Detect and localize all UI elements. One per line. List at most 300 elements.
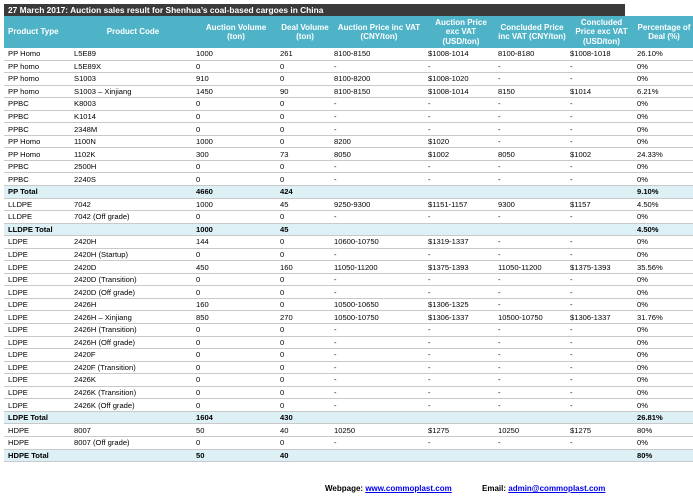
cell-deal-volume: 0: [278, 436, 332, 449]
cell-product-type: HDPE: [4, 436, 64, 449]
cell-concluded-price-cny: -: [496, 110, 568, 123]
cell-deal-volume: 73: [278, 148, 332, 161]
email-label: Email:: [482, 484, 507, 493]
cell-auction-price-cny: -: [332, 349, 426, 362]
col-header-concluded-price-cny: Concluded Price inc VAT (CNY/ton): [496, 16, 568, 48]
cell-deal-volume: 0: [278, 298, 332, 311]
cell-deal-volume: 0: [278, 173, 332, 186]
cell-auction-volume: 0: [194, 160, 278, 173]
cell-product-type: LLDPE: [4, 198, 64, 211]
cell-concluded-price-cny: -: [496, 349, 568, 362]
table-total-row: [4, 186, 693, 199]
cell-concluded-price-usd: -: [568, 248, 635, 261]
cell-product-code: 1102K: [64, 148, 194, 161]
cell-auction-volume: 0: [194, 60, 278, 73]
cell-auction-price-usd: -: [426, 286, 496, 299]
cell-product-code: S1003: [64, 73, 194, 86]
cell-auction-price-cny: [332, 411, 426, 424]
cell-product-code: [64, 223, 194, 236]
cell-auction-volume: 0: [194, 286, 278, 299]
cell-product-type: PP homo: [4, 60, 64, 73]
cell-concluded-price-cny: -: [496, 98, 568, 111]
cell-concluded-price-cny: -: [496, 273, 568, 286]
cell-auction-price-cny: -: [332, 60, 426, 73]
col-header-auction-price-cny: Auction Price inc VAT (CNY/ton): [332, 16, 426, 48]
cell-concluded-price-usd: -: [568, 386, 635, 399]
cell-concluded-price-usd: -: [568, 374, 635, 387]
cell-auction-price-usd: -: [426, 173, 496, 186]
cell-concluded-price-usd: [568, 186, 635, 199]
cell-auction-price-cny: 9250-9300: [332, 198, 426, 211]
cell-deal-volume: 0: [278, 386, 332, 399]
cell-auction-volume: 0: [194, 336, 278, 349]
cell-deal-volume: 0: [278, 248, 332, 261]
cell-auction-price-usd: $1275: [426, 424, 496, 437]
cell-auction-volume: 1000: [194, 198, 278, 211]
cell-concluded-price-usd: -: [568, 98, 635, 111]
cell-deal-volume: 424: [278, 186, 332, 199]
auction-report: [4, 4, 691, 462]
cell-deal-volume: 0: [278, 211, 332, 224]
cell-auction-price-cny: -: [332, 436, 426, 449]
cell-auction-price-usd: -: [426, 361, 496, 374]
table-row: [4, 436, 693, 449]
cell-product-type: PPBC: [4, 173, 64, 186]
cell-concluded-price-cny: [496, 411, 568, 424]
cell-auction-price-usd: -: [426, 110, 496, 123]
cell-auction-volume: 1450: [194, 85, 278, 98]
cell-product-code: 8007: [64, 424, 194, 437]
cell-product-type: PP homo: [4, 73, 64, 86]
cell-auction-price-usd: $1008-1014: [426, 48, 496, 60]
cell-auction-price-usd: -: [426, 324, 496, 337]
cell-product-code: 2426K (Transition): [64, 386, 194, 399]
cell-product-type: PP Total: [4, 186, 64, 199]
cell-deal-volume: 0: [278, 110, 332, 123]
cell-product-type: LDPE: [4, 399, 64, 412]
cell-auction-price-usd: -: [426, 273, 496, 286]
cell-deal-volume: 0: [278, 60, 332, 73]
cell-concluded-price-usd: -: [568, 273, 635, 286]
cell-product-type: PPBC: [4, 110, 64, 123]
cell-deal-volume: 0: [278, 399, 332, 412]
cell-percentage-of-deal: 0%: [635, 374, 693, 387]
cell-concluded-price-usd: -: [568, 361, 635, 374]
cell-percentage-of-deal: 0%: [635, 211, 693, 224]
cell-concluded-price-usd: -: [568, 324, 635, 337]
cell-concluded-price-cny: -: [496, 123, 568, 136]
cell-deal-volume: 0: [278, 324, 332, 337]
cell-product-type: LDPE: [4, 336, 64, 349]
cell-deal-volume: 430: [278, 411, 332, 424]
cell-deal-volume: 0: [278, 123, 332, 136]
table-row: [4, 48, 693, 60]
cell-auction-price-usd: $1319-1337: [426, 236, 496, 249]
cell-auction-price-cny: 8100-8150: [332, 85, 426, 98]
cell-percentage-of-deal: 0%: [635, 110, 693, 123]
cell-product-code: 2426H – Xinjiang: [64, 311, 194, 324]
cell-percentage-of-deal: 0%: [635, 361, 693, 374]
cell-concluded-price-cny: [496, 449, 568, 462]
cell-auction-volume: 0: [194, 110, 278, 123]
cell-percentage-of-deal: 4.50%: [635, 198, 693, 211]
cell-product-type: PPBC: [4, 98, 64, 111]
cell-percentage-of-deal: 0%: [635, 399, 693, 412]
cell-concluded-price-usd: $1306-1337: [568, 311, 635, 324]
cell-auction-price-usd: [426, 223, 496, 236]
table-row: [4, 160, 693, 173]
cell-concluded-price-cny: 10500-10750: [496, 311, 568, 324]
cell-auction-price-usd: -: [426, 60, 496, 73]
report-title: 27 March 2017: Auction sales result for Shenhua’s coal-based cargoes in China: [4, 4, 625, 16]
cell-auction-price-cny: -: [332, 160, 426, 173]
table-header-row: [4, 16, 693, 48]
cell-deal-volume: 0: [278, 273, 332, 286]
cell-auction-price-usd: -: [426, 349, 496, 362]
cell-deal-volume: 90: [278, 85, 332, 98]
cell-percentage-of-deal: 0%: [635, 160, 693, 173]
cell-auction-price-cny: -: [332, 173, 426, 186]
table-row: [4, 123, 693, 136]
cell-auction-volume: 50: [194, 424, 278, 437]
cell-concluded-price-usd: -: [568, 73, 635, 86]
cell-concluded-price-cny: -: [496, 436, 568, 449]
cell-auction-price-usd: $1008-1020: [426, 73, 496, 86]
cell-concluded-price-cny: -: [496, 73, 568, 86]
cell-percentage-of-deal: 0%: [635, 73, 693, 86]
cell-product-code: 8007 (Off grade): [64, 436, 194, 449]
table-row: [4, 85, 693, 98]
cell-product-type: LLDPE Total: [4, 223, 64, 236]
cell-concluded-price-cny: -: [496, 60, 568, 73]
cell-product-code: L5E89X: [64, 60, 194, 73]
cell-deal-volume: 270: [278, 311, 332, 324]
cell-concluded-price-cny: -: [496, 211, 568, 224]
cell-concluded-price-cny: -: [496, 374, 568, 387]
cell-product-code: 2420F (Transition): [64, 361, 194, 374]
col-header-product-code: Product Code: [64, 16, 194, 48]
cell-concluded-price-cny: -: [496, 298, 568, 311]
cell-auction-price-usd: $1008-1014: [426, 85, 496, 98]
table-row: [4, 198, 693, 211]
cell-concluded-price-cny: -: [496, 160, 568, 173]
cell-auction-volume: 4660: [194, 186, 278, 199]
cell-deal-volume: 0: [278, 73, 332, 86]
cell-auction-volume: 0: [194, 211, 278, 224]
cell-auction-price-cny: 10600-10750: [332, 236, 426, 249]
cell-percentage-of-deal: 9.10%: [635, 186, 693, 199]
table-row: [4, 135, 693, 148]
cell-auction-volume: 1000: [194, 135, 278, 148]
webpage-link[interactable]: www.commoplast.com: [365, 484, 452, 493]
cell-auction-price-cny: 8100-8200: [332, 73, 426, 86]
table-row: [4, 336, 693, 349]
cell-auction-price-cny: -: [332, 399, 426, 412]
cell-product-type: LDPE: [4, 361, 64, 374]
cell-concluded-price-cny: 8100-8180: [496, 48, 568, 60]
table-row: [4, 73, 693, 86]
cell-auction-price-cny: 10250: [332, 424, 426, 437]
cell-auction-volume: 0: [194, 386, 278, 399]
cell-product-code: 2420D (Transition): [64, 273, 194, 286]
cell-product-code: 2500H: [64, 160, 194, 173]
cell-percentage-of-deal: 0%: [635, 135, 693, 148]
cell-concluded-price-usd: -: [568, 436, 635, 449]
table-row: [4, 60, 693, 73]
cell-product-code: 2420F: [64, 349, 194, 362]
col-header-auction-price-usd: Auction Price exc VAT (USD/ton): [426, 16, 496, 48]
cell-concluded-price-usd: -: [568, 211, 635, 224]
cell-percentage-of-deal: 80%: [635, 424, 693, 437]
table-row: [4, 273, 693, 286]
cell-concluded-price-usd: -: [568, 110, 635, 123]
cell-auction-price-usd: -: [426, 160, 496, 173]
cell-deal-volume: 0: [278, 236, 332, 249]
cell-auction-volume: 0: [194, 361, 278, 374]
table-row: [4, 261, 693, 274]
table-row: [4, 386, 693, 399]
email-link[interactable]: admin@commoplast.com: [508, 484, 606, 493]
cell-auction-price-usd: $1306-1337: [426, 311, 496, 324]
cell-product-code: 2240S: [64, 173, 194, 186]
cell-auction-price-usd: [426, 449, 496, 462]
table-row: [4, 248, 693, 261]
cell-product-type: HDPE Total: [4, 449, 64, 462]
cell-concluded-price-usd: -: [568, 60, 635, 73]
cell-concluded-price-cny: -: [496, 399, 568, 412]
cell-product-type: LDPE: [4, 236, 64, 249]
cell-auction-price-usd: -: [426, 211, 496, 224]
cell-product-code: K8003: [64, 98, 194, 111]
table-row: [4, 311, 693, 324]
cell-product-type: PPBC: [4, 160, 64, 173]
cell-deal-volume: 0: [278, 374, 332, 387]
table-row: [4, 361, 693, 374]
table-row: [4, 374, 693, 387]
cell-concluded-price-usd: $1157: [568, 198, 635, 211]
cell-concluded-price-cny: [496, 223, 568, 236]
cell-concluded-price-usd: [568, 223, 635, 236]
cell-auction-price-cny: -: [332, 386, 426, 399]
cell-auction-price-usd: $1151-1157: [426, 198, 496, 211]
cell-auction-volume: 1000: [194, 48, 278, 60]
cell-product-type: PP Homo: [4, 48, 64, 60]
cell-product-type: LDPE: [4, 386, 64, 399]
cell-auction-price-cny: 11050-11200: [332, 261, 426, 274]
cell-auction-price-usd: [426, 186, 496, 199]
cell-deal-volume: 40: [278, 449, 332, 462]
cell-auction-volume: 0: [194, 349, 278, 362]
cell-auction-volume: 910: [194, 73, 278, 86]
cell-concluded-price-usd: -: [568, 349, 635, 362]
cell-auction-price-cny: -: [332, 248, 426, 261]
table-row: [4, 298, 693, 311]
cell-concluded-price-cny: 10250: [496, 424, 568, 437]
cell-deal-volume: 0: [278, 135, 332, 148]
cell-deal-volume: 40: [278, 424, 332, 437]
cell-auction-price-cny: -: [332, 286, 426, 299]
cell-concluded-price-cny: -: [496, 324, 568, 337]
cell-percentage-of-deal: 0%: [635, 324, 693, 337]
cell-auction-volume: 1604: [194, 411, 278, 424]
cell-deal-volume: 0: [278, 349, 332, 362]
cell-percentage-of-deal: 26.10%: [635, 48, 693, 60]
cell-auction-price-cny: -: [332, 123, 426, 136]
col-header-auction-volume: Auction Volume (ton): [194, 16, 278, 48]
cell-concluded-price-usd: -: [568, 336, 635, 349]
cell-concluded-price-usd: [568, 411, 635, 424]
cell-deal-volume: 0: [278, 361, 332, 374]
cell-deal-volume: 45: [278, 223, 332, 236]
cell-product-type: PP homo: [4, 85, 64, 98]
cell-deal-volume: 0: [278, 160, 332, 173]
table-row: [4, 236, 693, 249]
cell-deal-volume: 0: [278, 98, 332, 111]
cell-deal-volume: 261: [278, 48, 332, 60]
cell-product-code: 2426H: [64, 298, 194, 311]
cell-concluded-price-usd: $1275: [568, 424, 635, 437]
cell-auction-price-cny: [332, 223, 426, 236]
cell-concluded-price-usd: -: [568, 236, 635, 249]
cell-product-type: LDPE: [4, 286, 64, 299]
table-body: [4, 48, 693, 462]
cell-auction-volume: 1000: [194, 223, 278, 236]
cell-product-code: 2426K: [64, 374, 194, 387]
cell-product-type: LDPE Total: [4, 411, 64, 424]
cell-deal-volume: 0: [278, 286, 332, 299]
cell-product-type: PP Homo: [4, 148, 64, 161]
cell-concluded-price-cny: -: [496, 248, 568, 261]
cell-auction-volume: 0: [194, 436, 278, 449]
table-row: [4, 98, 693, 111]
cell-auction-price-cny: -: [332, 324, 426, 337]
table-row: [4, 324, 693, 337]
cell-auction-volume: 160: [194, 298, 278, 311]
cell-concluded-price-cny: 11050-11200: [496, 261, 568, 274]
cell-auction-price-usd: -: [426, 386, 496, 399]
cell-product-type: LDPE: [4, 311, 64, 324]
cell-auction-price-usd: -: [426, 374, 496, 387]
cell-auction-price-usd: $1002: [426, 148, 496, 161]
cell-auction-volume: 300: [194, 148, 278, 161]
cell-auction-price-cny: 8050: [332, 148, 426, 161]
cell-product-code: 2420H (Startup): [64, 248, 194, 261]
cell-product-type: LLDPE: [4, 211, 64, 224]
cell-auction-price-cny: -: [332, 211, 426, 224]
cell-concluded-price-cny: -: [496, 173, 568, 186]
cell-product-type: LDPE: [4, 248, 64, 261]
cell-concluded-price-usd: -: [568, 399, 635, 412]
cell-product-type: LDPE: [4, 273, 64, 286]
col-header-concluded-price-usd: Concluded Price exc VAT (USD/ton): [568, 16, 635, 48]
cell-auction-price-usd: -: [426, 123, 496, 136]
cell-auction-volume: 850: [194, 311, 278, 324]
cell-auction-price-cny: -: [332, 273, 426, 286]
cell-auction-volume: 0: [194, 399, 278, 412]
cell-auction-price-usd: -: [426, 436, 496, 449]
cell-percentage-of-deal: 0%: [635, 60, 693, 73]
cell-percentage-of-deal: 0%: [635, 236, 693, 249]
cell-product-code: 2420H: [64, 236, 194, 249]
cell-product-code: [64, 411, 194, 424]
cell-product-code: 2420D (Off grade): [64, 286, 194, 299]
cell-percentage-of-deal: 24.33%: [635, 148, 693, 161]
cell-auction-price-usd: -: [426, 248, 496, 261]
cell-product-type: LDPE: [4, 374, 64, 387]
cell-auction-price-cny: 8200: [332, 135, 426, 148]
cell-concluded-price-usd: $1002: [568, 148, 635, 161]
cell-concluded-price-cny: -: [496, 336, 568, 349]
cell-product-code: 2348M: [64, 123, 194, 136]
cell-auction-volume: 0: [194, 98, 278, 111]
webpage-label: Webpage:: [325, 484, 364, 493]
cell-auction-price-usd: -: [426, 98, 496, 111]
cell-product-code: [64, 449, 194, 462]
cell-concluded-price-cny: 8150: [496, 85, 568, 98]
cell-auction-price-cny: -: [332, 361, 426, 374]
col-header-percentage-of-deal: Percentage of Deal (%): [635, 16, 693, 48]
cell-percentage-of-deal: 0%: [635, 386, 693, 399]
cell-percentage-of-deal: 0%: [635, 286, 693, 299]
footer: [0, 484, 629, 498]
cell-concluded-price-cny: 9300: [496, 198, 568, 211]
table-row: [4, 173, 693, 186]
cell-percentage-of-deal: 0%: [635, 248, 693, 261]
cell-percentage-of-deal: 0%: [635, 336, 693, 349]
footer-webpage: [325, 484, 452, 493]
cell-percentage-of-deal: 0%: [635, 173, 693, 186]
table-row: [4, 424, 693, 437]
cell-percentage-of-deal: 0%: [635, 436, 693, 449]
col-header-deal-volume: Deal Volume (ton): [278, 16, 332, 48]
cell-auction-volume: 0: [194, 173, 278, 186]
cell-auction-price-usd: -: [426, 399, 496, 412]
cell-auction-price-cny: [332, 186, 426, 199]
table-row: [4, 110, 693, 123]
cell-percentage-of-deal: 0%: [635, 98, 693, 111]
cell-auction-price-cny: -: [332, 374, 426, 387]
cell-product-code: 2426K (Off grade): [64, 399, 194, 412]
cell-percentage-of-deal: 31.76%: [635, 311, 693, 324]
cell-concluded-price-cny: -: [496, 135, 568, 148]
cell-concluded-price-usd: -: [568, 160, 635, 173]
table-row: [4, 349, 693, 362]
cell-product-type: PP Homo: [4, 135, 64, 148]
cell-auction-price-cny: -: [332, 336, 426, 349]
cell-auction-price-usd: $1020: [426, 135, 496, 148]
cell-concluded-price-usd: -: [568, 298, 635, 311]
cell-product-code: L5E89: [64, 48, 194, 60]
cell-product-type: LDPE: [4, 324, 64, 337]
cell-deal-volume: 160: [278, 261, 332, 274]
cell-product-code: 7042: [64, 198, 194, 211]
cell-product-type: LDPE: [4, 261, 64, 274]
cell-percentage-of-deal: 35.56%: [635, 261, 693, 274]
cell-auction-price-usd: $1306-1325: [426, 298, 496, 311]
cell-percentage-of-deal: 0%: [635, 298, 693, 311]
cell-deal-volume: 45: [278, 198, 332, 211]
cell-product-code: 1100N: [64, 135, 194, 148]
cell-product-code: K1014: [64, 110, 194, 123]
cell-product-code: S1003 – Xinjiang: [64, 85, 194, 98]
cell-percentage-of-deal: 6.21%: [635, 85, 693, 98]
cell-concluded-price-cny: -: [496, 236, 568, 249]
cell-concluded-price-usd: -: [568, 123, 635, 136]
cell-percentage-of-deal: 26.81%: [635, 411, 693, 424]
cell-concluded-price-usd: $1008-1018: [568, 48, 635, 60]
cell-auction-price-usd: $1375-1393: [426, 261, 496, 274]
cell-product-code: 2420D: [64, 261, 194, 274]
